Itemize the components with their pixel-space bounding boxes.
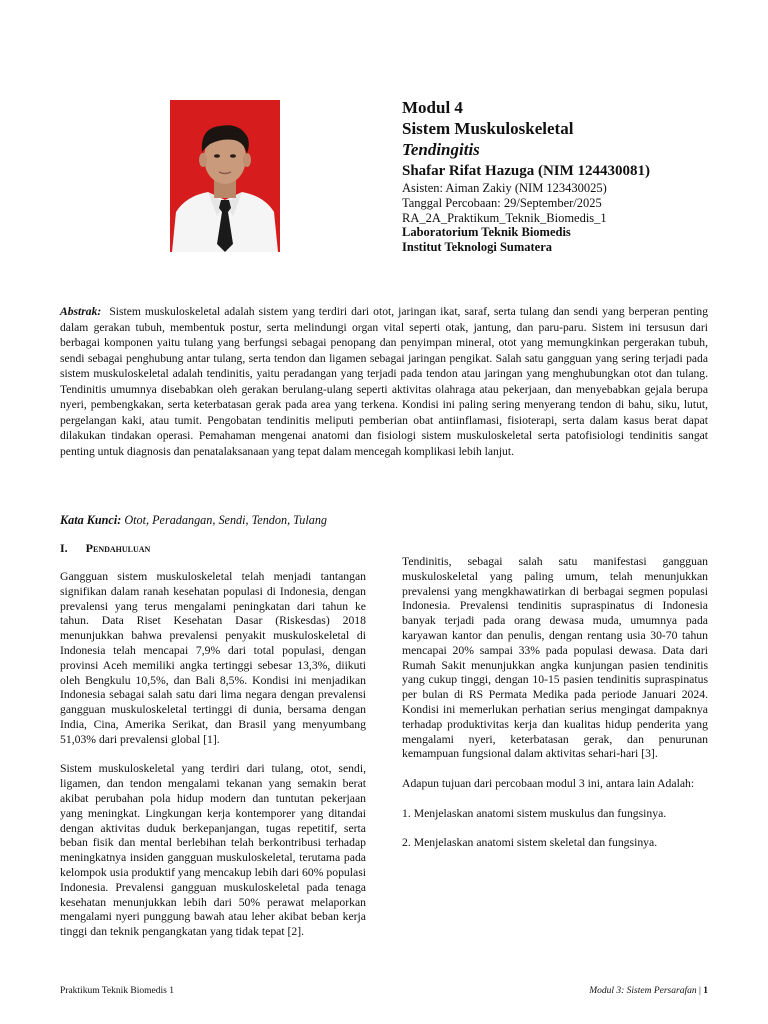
assistant-line: Asisten: Aiman Zakiy (NIM 123430025) bbox=[402, 181, 607, 195]
footer-right bbox=[480, 985, 708, 997]
paragraph: Sistem muskuloskeletal yang terdiri dari tulang, otot, sendi, ligamen, dan tendon mengalami tekanan yang semakin berat akibat perubahan pola hidup modern dan tuntutan pekerjaan yang meningkat. Lingkungan kerja kontemporer yang ditandai dengan aktivitas duduk berkepanjangan, tugas repetitif, serta beban fisik dan mental berlebihan telah berkontribusi terhadap meningkatnya insiden gangguan muskuloskeletal, terutama pada kelompok usia produktif yang mencakup lebih dari 60% populasi Indonesia. Prevalensi gangguan muskuloskeletal pada tenaga kesehatan menunjukkan lebih dari 50% perawat melaporkan mengalami nyeri punggung bawah atau leher akibat beban kerja tinggi dan teknik pengangkatan yang tidak tepat [2]. bbox=[60, 762, 366, 939]
abstract-text: Sistem muskuloskeletal adalah sistem yang terdiri dari otot, jaringan ikat, saraf, serta tulang dan sendi yang berperan penting dalam gerakan tubuh, membentuk postur, serta melindungi organ vital seperti otak, jantung, dan paru-paru. Sistem ini tersusun dari berbagai komponen yaitu tulang yang berfungsi sebagai penopang dan penyimpan mineral, otot yang memungkinkan pergerakan tubuh, sendi sebagai penghubung antar tulang, serta tendon dan ligamen sebagai jaringan pengikat. Salah satu gangguan yang sering terjadi pada sistem muskuloskeletal adalah tendinitis, yaitu peradangan yang terjadi pada tendon atau jaringan yang menghubungkan otot dan tulang. Tendinitis umumnya disebabkan oleh gerakan berulang-ulang seperti aktivitas olahraga atau pekerjaan, dan menyebabkan gejala berupa nyeri, pembengkakan, serta keterbatasan gerak pada area yang terkena. Kondisi ini paling sering menyerang tendon di bahu, siku, lutut, pergelangan kaki, atau tumit. Pengobatan tendinitis meliputi pemberian obat antiinflamasi, fisioterapi, serta dalam kasus berat dapat dilakukan tindakan operasi. Pemahaman mengenai anatomi dan fisiologi sistem muskuloskeletal serta patofisiologi tendinitis sangat penting untuk diagnosis dan penatalaksanaan yang tepat dalam mencegah komplikasi lebih lanjut. bbox=[60, 305, 709, 458]
keywords-colon: : bbox=[117, 513, 122, 527]
paragraph: Tendinitis, sebagai salah satu manifestasi gangguan muskuloskeletal yang paling umum, telah menunjukkan prevalensi yang mengkhawatirkan di berbagai segmen populasi Indonesia. Prevalensi tendinitis supraspinatus di Indonesia banyak terjadi pada orang dewasa muda, umumnya pada karyawan kantor dan penulis, dengan rentang usia 30-70 tahun mencapai 20% sampai 33% pada populasi dewasa. Data dari Rumah Sakit menunjukkan angka kunjungan pasien tendinitis yang cukup tinggi, dengan 10-15 pasien tendinitis supraspinatus per bulan di RS Permata Medika pada periode Januari 2024. Kondisi ini memerlukan perhatian serius mengingat dampaknya terhadap produktivitas kerja dan kualitas hidup penderita yang mengalami nyeri, keterbatasan gerak, dan penurunan kemampuan fungsional dalam aktivitas sehari-hari [3]. bbox=[402, 555, 708, 761]
abstract bbox=[60, 304, 708, 459]
lab-name: Laboratorium Teknik Biomedis bbox=[402, 225, 571, 240]
experiment-date: Tanggal Percobaan: 29/September/2025 bbox=[402, 195, 602, 210]
institute-name: Institut Teknologi Sumatera bbox=[402, 240, 553, 255]
footer-module: Modul 3: Sistem Persarafan bbox=[589, 986, 697, 996]
section-title: Pendahuluan bbox=[85, 541, 151, 555]
document-header bbox=[402, 97, 742, 255]
paragraph: Gangguan sistem muskuloskeletal telah menjadi tantangan signifikan dalam ranah kesehatan populasi di Indonesia, dengan prevalensi yang terus mengalami peningkatan dari tahun ke tahun. Data Riset Kesehatan Dasar (Riskesdas) 2018 menunjukkan bahwa prevalensi penyakit muskuloskeletal di Indonesia telah mencapai 7,9% dari total populasi, dengan provinsi Aceh memiliki angka tertinggi sebesar 13,3%, diikuti oleh Bengkulu 10,5%, dan Bali 8,5%. Kondisi ini menjadikan Indonesia sebagai salah satu dari lima negara dengan prevalensi gangguan muskuloskeletal tertinggi di dunia, bersama dengan India, Cina, Amerika Serikat, dan Brasil yang menyumbang 51,03% dari prevalensi global [1]. bbox=[60, 570, 366, 746]
author-name: Shafar Rifat Hazuga (NIM 124430081) bbox=[402, 163, 651, 179]
right-column bbox=[402, 555, 708, 866]
objective-item: 1. Menjelaskan anatomi sistem muskulus dan fungsinya. bbox=[402, 806, 667, 820]
section-heading bbox=[60, 541, 370, 556]
author-photo bbox=[170, 100, 280, 252]
portrait-illustration bbox=[170, 100, 280, 252]
left-column bbox=[60, 570, 366, 955]
abstract-label: Abstrak bbox=[60, 305, 98, 318]
keywords-text: Otot, Peradangan, Sendi, Tendon, Tulang bbox=[124, 513, 328, 527]
footer-left: Praktikum Teknik Biomedis 1 bbox=[60, 986, 174, 996]
module-topic: Tendingitis bbox=[402, 140, 480, 159]
keywords-label: Kata Kunci bbox=[60, 513, 118, 527]
objective-item: 2. Menjelaskan anatomi sistem skeletal dan fungsinya. bbox=[402, 836, 658, 850]
paragraph: Adapun tujuan dari percobaan modul 3 ini, antara lain Adalah: bbox=[402, 776, 695, 790]
page-number: 1 bbox=[703, 986, 708, 996]
module-title: Modul 4 bbox=[402, 98, 463, 117]
course-code: RA_2A_Praktikum_Teknik_Biomedis_1 bbox=[402, 210, 607, 225]
keywords bbox=[60, 513, 708, 528]
section-number: I. bbox=[60, 541, 68, 555]
module-subtitle: Sistem Muskuloskeletal bbox=[402, 119, 574, 138]
footer-separator: | bbox=[696, 986, 704, 996]
abstract-colon: : bbox=[97, 305, 102, 318]
